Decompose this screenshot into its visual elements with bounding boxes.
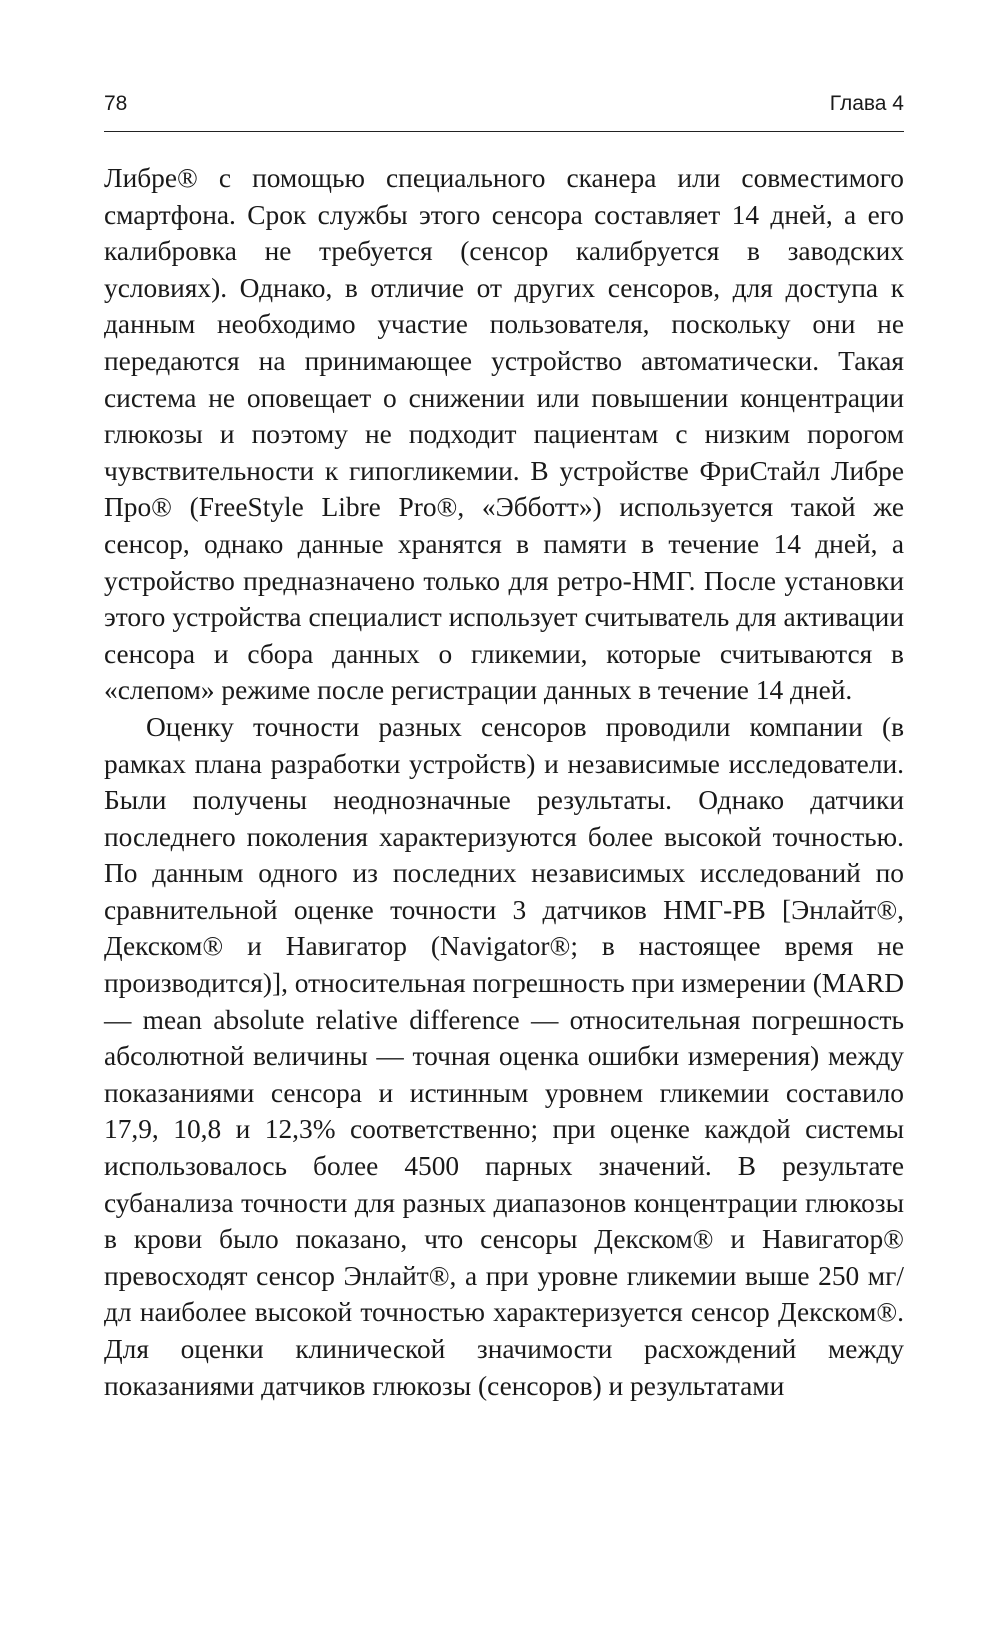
header-rule: [104, 131, 904, 132]
paragraph: Оценку точности разных сенсоров проводили компании (в рамках плана разработки устройств) и независимые исследователи. Были получены неоднозначные результаты. Однако датчики последнего поколения характеризуются более высокой точностью. По данным одного из последних независимых исследований по сравнительной оценке точности 3 датчиков НМГ-РВ [Энлайт®, Декском® и Навигатор (Navigator®; в настоящее время не производится)], относительная погрешность при измерении (MARD — mean absolute relative difference — относительная погрешность абсолютной величины — точная оценка ошибки измерения) между показаниями сенсора и истинным уровнем гликемии составило 17,9, 10,8 и 12,3% соответственно; при оценке каждой системы использовалось более 4500 парных значений. В результате субанализа точности для разных диапазонов концентрации глюкозы в крови было показано, что сенсоры Декском® и Навигатор® превосходят сенсор Энлайт®, а при уровне гликемии выше 250 мг/дл наиболее высокой точностью характеризуется сенсор Декском®. Для оценки клинической значимости расхождений между показаниями датчиков глюкозы (сенсоров) и результатами: [104, 711, 904, 1401]
page-number: 78: [104, 92, 128, 115]
paragraph-continued: Либре® с помощью специального сканера или совместимого смартфона. Срок службы этого сенсора составляет 14 дней, а его калибровка не требуется (сенсор калибруется в заводских условиях). Однако, в отличие от других сенсоров, для доступа к данным необходимо участие пользователя, поскольку они не передаются на принимающее устройство автоматически. Такая система не оповещает о снижении или повышении концентрации глюкозы и поэтому не подходит пациентам с низким порогом чувствительности к гипогликемии. В устройстве ФриСтайл Либре Про® (FreeStyle Libre Pro®, «Эбботт») используется такой же сенсор, однако данные хранятся в памяти в течение 14 дней, а устройство предназначено только для ретро-НМГ. После установки этого устройства специалист использует считыватель для активации сенсора и сбора данных о гликемии, которые считываются в «слепом» режиме после регистрации данных в течение 14 дней.: [104, 163, 904, 706]
chapter-title: Глава 4: [829, 92, 904, 115]
running-header: [104, 92, 904, 132]
body-text: [104, 160, 904, 1404]
